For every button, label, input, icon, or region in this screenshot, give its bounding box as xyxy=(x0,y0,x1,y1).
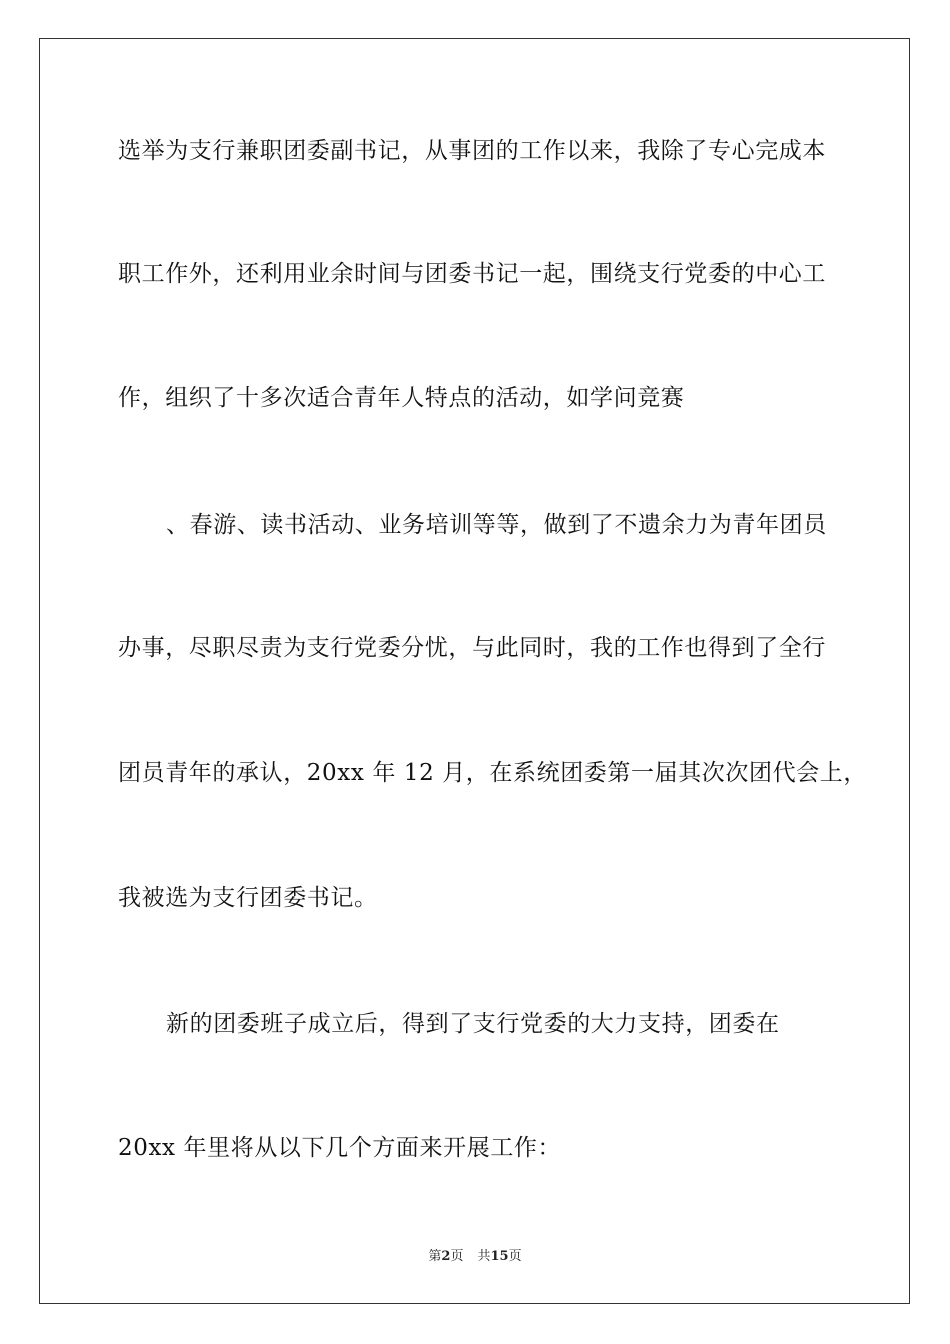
total-pages: 15 xyxy=(490,1249,509,1264)
body-text-line: 20xx 年里将从以下几个方面来开展工作： xyxy=(118,1135,562,1161)
page-label-prefix: 第 xyxy=(428,1249,442,1264)
total-label-suffix: 页 xyxy=(508,1249,522,1264)
body-text-line: 职工作外，还利用业余时间与团委书记一起，围绕支行党委的中心工 xyxy=(118,261,826,287)
body-text-line: 团员青年的承认，20xx 年 12 月，在系统团委第一届其次次团代会上， xyxy=(118,760,868,786)
body-text-line: 办事，尽职尽责为支行党委分忧，与此同时，我的工作也得到了全行 xyxy=(118,635,826,661)
body-text-line: 作，组织了十多次适合青年人特点的活动，如学问竞赛 xyxy=(118,385,685,411)
body-text-line: 、春游、读书活动、业务培训等等，做到了不遗余力为青年团员 xyxy=(166,512,827,538)
page-footer xyxy=(0,1248,950,1266)
page-border xyxy=(39,38,910,1304)
paragraph-first-line: 新的团委班子成立后，得到了支行党委的大力支持，团委在 xyxy=(166,1011,780,1037)
total-label-prefix: 共 xyxy=(477,1249,491,1264)
body-text-line: 我被选为支行团委书记。 xyxy=(118,885,378,911)
page-number: 2 xyxy=(441,1249,451,1264)
page-label-suffix: 页 xyxy=(450,1249,464,1264)
body-text-line: 选举为支行兼职团委副书记，从事团的工作以来，我除了专心完成本 xyxy=(118,138,826,164)
